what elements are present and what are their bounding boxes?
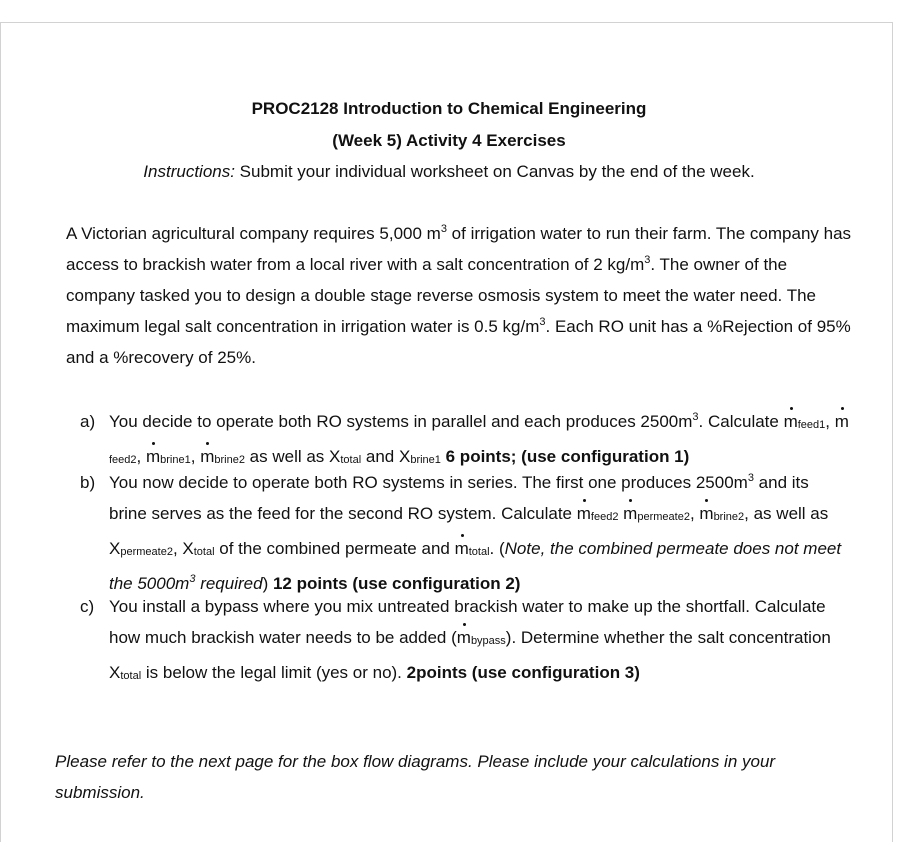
document-title: PROC2128 Introduction to Chemical Engineering xyxy=(251,99,647,118)
mass-flow-symbol: m xyxy=(577,498,591,529)
mass-flow-symbol: m xyxy=(457,622,471,653)
question-text: ). Determine whether the salt concentration xyxy=(505,628,831,647)
question-b: b) You now decide to operate both RO systems in series. The first one produces $2500m^3$ and its brine serves as the feed for the second RO system. Calculate mfeed2 mpermeate2, mbrine2, as well as Xpermeate2, Xtotal of the combined permeate and mtotal. (Note, the combined permeate does not meet the $5000m^3$ required) 12 points (use configuration 2) xyxy=(80,467,850,599)
question-text: ) xyxy=(262,574,273,593)
question-text: of the combined permeate and xyxy=(214,539,455,558)
question-a xyxy=(80,406,850,476)
question-text: You decide to operate both RO systems in parallel and each produces 2500m xyxy=(109,412,693,431)
mass-flow-symbol: m xyxy=(699,498,713,529)
problem-statement xyxy=(66,218,856,373)
mass-flow-symbol: m xyxy=(146,441,160,472)
question-text: is below the legal limit (yes or no). xyxy=(141,663,407,682)
list-marker: c) xyxy=(80,597,95,616)
concentration-symbol: X xyxy=(109,663,121,682)
superscript: 3 xyxy=(747,472,754,484)
document-subtitle: (Week 5) Activity 4 Exercises xyxy=(332,131,566,150)
subscript: brine1 xyxy=(160,454,191,466)
separator: , xyxy=(190,447,201,466)
intro-text: . The owner of the company tasked you to design a double stage reverse osmosis system to meet the water need. The maximum legal salt concentration in irrigation water is 0.5 kg/m xyxy=(66,255,816,336)
question-text: as well as xyxy=(244,447,330,466)
note-text: required xyxy=(195,574,263,593)
concentration-symbol: X xyxy=(398,447,411,466)
note-text: Note, the combined permeate does not meet the 5000m xyxy=(109,539,842,593)
question-c xyxy=(80,591,850,692)
list-marker: a) xyxy=(80,412,96,431)
separator: , xyxy=(136,447,146,466)
mass-flow-symbol: m xyxy=(623,498,637,529)
mass-flow-symbol: m xyxy=(455,533,469,564)
question-text: You now decide to operate both RO systems in series. The first one produces 2500m xyxy=(109,473,748,492)
question-text: You install a bypass where you mix untreated brackish water to make up the shortfall. Calculate how much brackish water needs to be added ( xyxy=(109,597,826,647)
superscript: 3 xyxy=(692,411,699,423)
intro-text: A Victorian agricultural company requires 5,000 m xyxy=(66,224,441,243)
mass-flow-symbol: m xyxy=(835,406,849,437)
subscript: feed2 xyxy=(590,511,619,523)
footer-note: Please refer to the next page for the box flow diagrams. Please include your calculations in your submission. xyxy=(55,752,776,802)
question-text: and xyxy=(361,447,399,466)
subscript: bypass xyxy=(470,635,506,647)
concentration-symbol: X xyxy=(329,447,341,466)
separator: , xyxy=(172,539,183,558)
subscript: total xyxy=(193,546,215,558)
mass-flow-symbol: m xyxy=(200,441,214,472)
question-text: and its brine serves as the feed for the second RO system. Calculate xyxy=(109,473,809,523)
points-label: 2points (use configuration 3) xyxy=(406,663,640,682)
list-marker: b) xyxy=(80,473,96,492)
instructions-label: Instructions: xyxy=(143,162,235,181)
superscript: 3 xyxy=(189,573,196,585)
mass-flow-symbol: m xyxy=(784,406,798,437)
intro-text: . Each RO unit has a %Rejection of 95% and a %recovery of 25%. xyxy=(66,317,851,367)
superscript: 3 xyxy=(644,254,651,266)
question-text: . Calculate xyxy=(698,412,784,431)
points-label: 12 points (use configuration 2) xyxy=(272,574,521,593)
concentration-symbol: X xyxy=(109,539,121,558)
subscript: feed1 xyxy=(797,419,826,431)
instructions xyxy=(0,162,898,182)
superscript: 3 xyxy=(440,223,447,235)
separator: , xyxy=(689,504,700,523)
subscript: permeate2 xyxy=(120,546,173,558)
separator: , xyxy=(825,412,835,431)
question-text: well as xyxy=(771,504,829,523)
subscript: total xyxy=(120,670,142,682)
subscript: brine1 xyxy=(410,454,441,466)
subscript: brine2 xyxy=(214,454,245,466)
superscript: 3 xyxy=(539,316,546,328)
intro-text: of irrigation water to run their farm. The company has access to brackish water from a local river with a salt concentration of 2 kg/m xyxy=(66,224,852,274)
subscript: total xyxy=(340,454,362,466)
concentration-symbol: X xyxy=(182,539,194,558)
instructions-text: Submit your individual worksheet on Canvas by the end of the week. xyxy=(234,162,755,181)
subscript: brine2 xyxy=(713,511,745,523)
subscript: permeate2 xyxy=(637,511,690,523)
question-text: . ( xyxy=(489,539,505,558)
points-label: 6 points; (use configuration 1) xyxy=(440,447,690,466)
subscript: total xyxy=(468,546,490,558)
separator: , xyxy=(744,504,754,523)
subscript: feed2 xyxy=(109,454,137,466)
